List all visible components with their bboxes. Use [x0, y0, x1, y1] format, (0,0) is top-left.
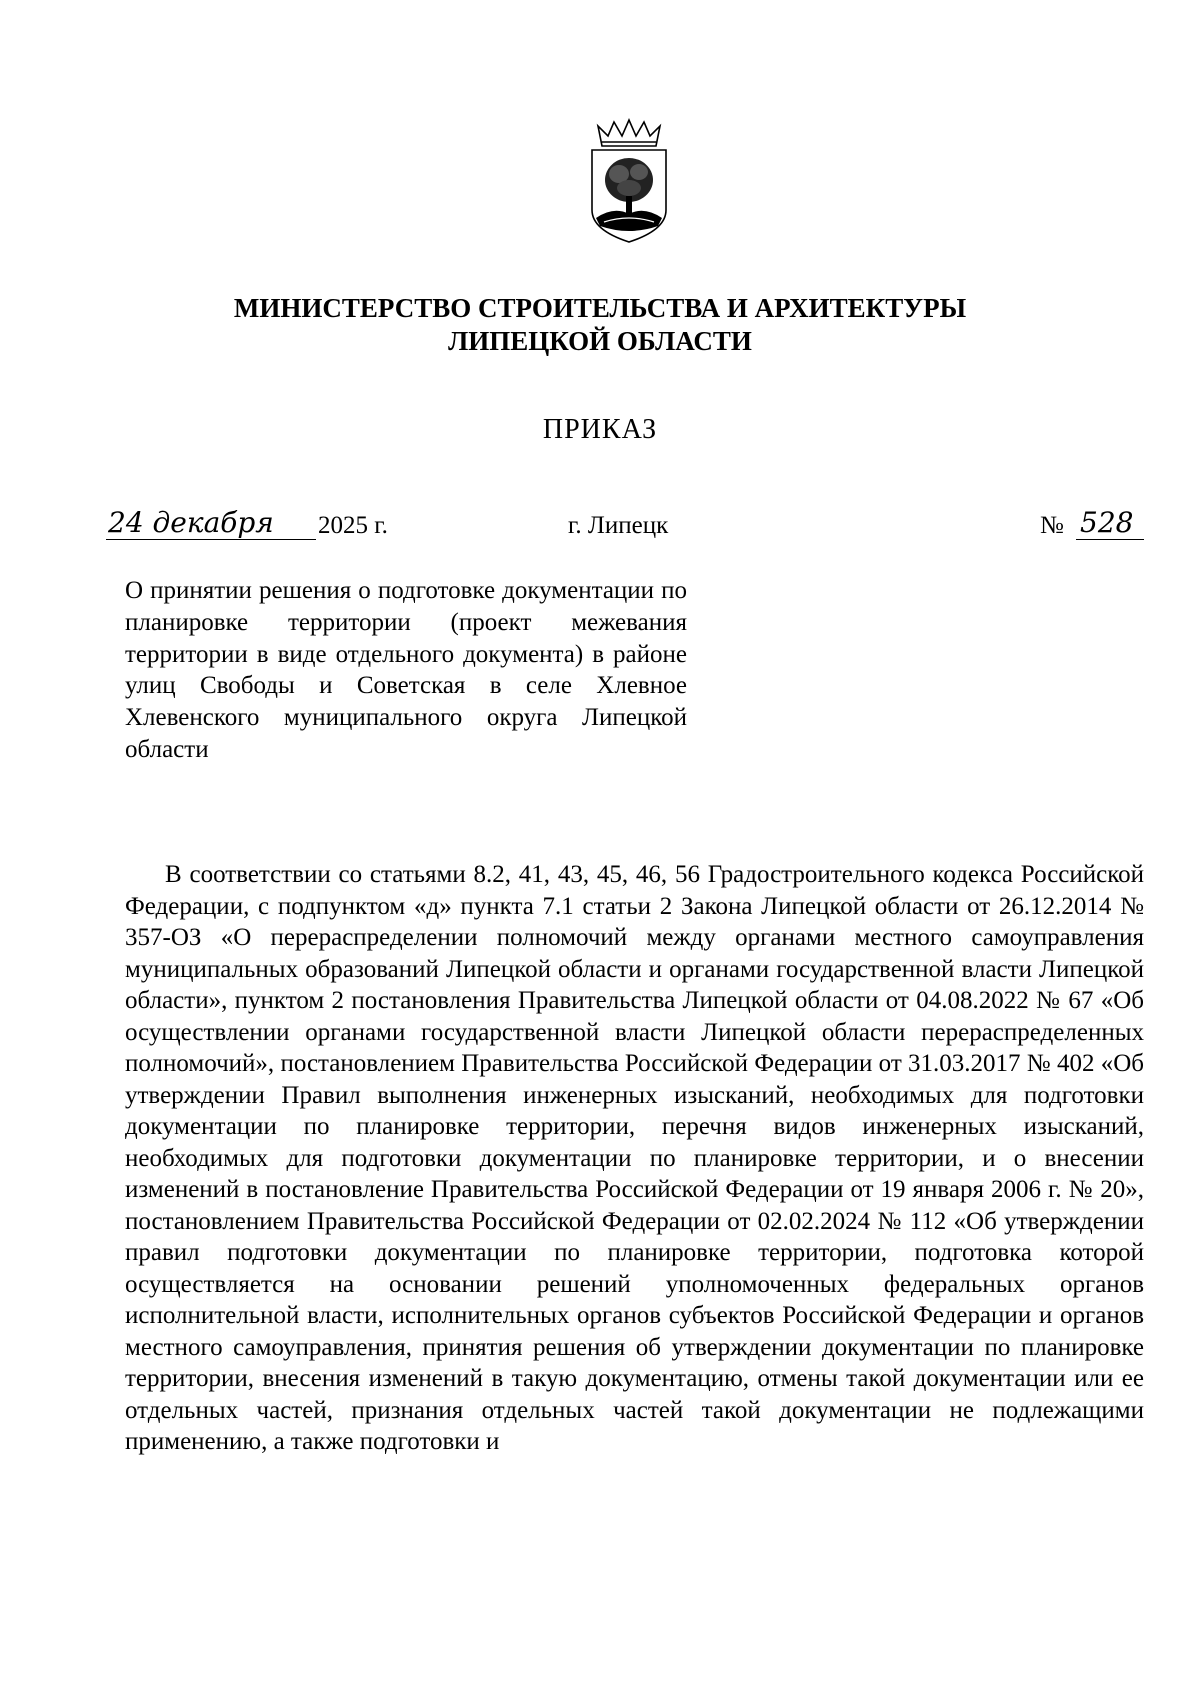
- city: г. Липецк: [568, 512, 669, 539]
- document-type: ПРИКАЗ: [542, 414, 658, 445]
- handwritten-date: 24 декабря: [108, 506, 274, 539]
- order-subject: О принятии решения о подготовке документации по планировке территории (проект межевания территории в виде отдельного документа) в районе улиц Свободы и Советская в селе Хлевное Хлевенского муниципального округа Липецкой области: [125, 577, 687, 763]
- ministry-name-line1: МИНИСТЕРСТВО СТРОИТЕЛЬСТВА И АРХИТЕКТУРЫ: [233, 293, 967, 323]
- ministry-name-line2: ЛИПЕЦКОЙ ОБЛАСТИ: [448, 326, 752, 356]
- date-underline: [106, 539, 316, 540]
- number-sign: №: [1040, 512, 1064, 539]
- year: 2025 г.: [318, 512, 388, 539]
- body-paragraph: В соответствии со статьями 8.2, 41, 43, 45, 46, 56 Градостроительного кодекса Российской Федерации, с подпунктом «д» пункта 7.1 статьи 2 Закона Липецкой области от 26.12.2014 № 357-ОЗ «О перераспределении полномочий между органами местного самоуправления муниципальных образований Липецкой области и органами государственной власти Липецкой области», пунктом 2 постановления Правительства Липецкой области от 04.08.2022 № 67 «Об осуществлении органами государственной власти Липецкой области перераспределенных полномочий», постановлением Правительства Российской Федерации от 31.03.2017 № 402 «Об утверждении Правил выполнения инженерных изысканий, необходимых для подготовки документации по планировке территории, перечня видов инженерных изысканий, необходимых для подготовки документации по планировке территории, и о внесении изменений в постановление Правительства Российской Федерации от 19 января 2006 г. № 20», постановлением Правительства Российской Федерации от 02.02.2024 № 112 «Об утверждении правил подготовки документации по планировке территории, подготовка которой осуществляется на основании решений уполномоченных федеральных органов исполнительной власти, исполнительных органов субъектов Российской Федерации и органов местного самоуправления, принятия решения об утверждении документации по планировке территории, внесения изменений в такую документацию, отмены такой документации или ее отдельных частей, признания отдельных частей такой документации не подлежащими применению, а также подготовки и: [125, 861, 1144, 1455]
- number-underline: [1076, 539, 1144, 540]
- handwritten-number: 528: [1080, 506, 1134, 539]
- coat-of-arms-icon: [584, 118, 674, 246]
